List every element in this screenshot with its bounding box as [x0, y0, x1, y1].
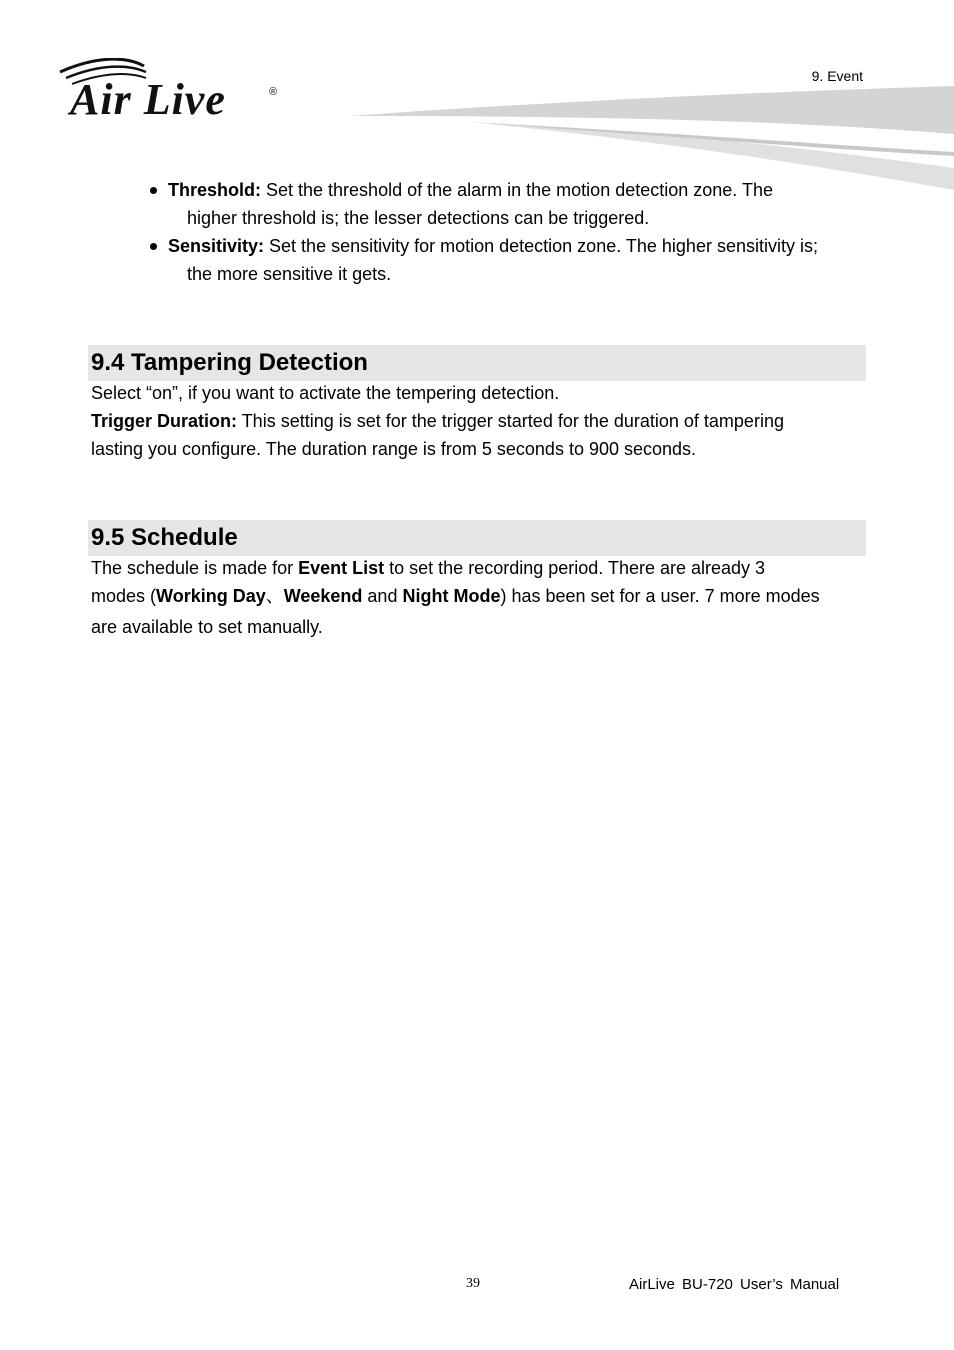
bullet-sensitivity: [148, 232, 870, 288]
bullet-list: [148, 176, 870, 288]
text: ) has been set for a user. 7 more modes: [500, 586, 820, 606]
text: modes (: [91, 586, 157, 606]
bullet-term: Threshold:: [168, 180, 261, 200]
bullet-text: Set the threshold of the alarm in the motion detection zone. The: [261, 180, 773, 200]
bullet-text-cont: the more sensitive it gets.: [187, 264, 392, 284]
separator: 、: [265, 586, 284, 606]
section-9-4-body: [91, 379, 871, 463]
trigger-text: This setting is set for the trigger started for the duration of tampering: [237, 411, 784, 431]
section-title: 9.5 Schedule: [91, 524, 238, 551]
section-9-5-body: [91, 554, 871, 641]
section-heading-9-5: [88, 520, 866, 556]
night-mode-term: Night Mode: [402, 586, 501, 606]
logo-wordmark: Air Live: [70, 75, 226, 124]
bullet-dot-icon: [150, 243, 157, 250]
chapter-label: 9. Event: [811, 68, 863, 84]
bullet-threshold: [148, 176, 870, 232]
bullet-text: Set the sensitivity for motion detection zone. The higher sensitivity is;: [264, 236, 818, 256]
bullet-term: Sensitivity:: [168, 236, 265, 256]
bullet-text-cont: higher threshold is; the lesser detections can be triggered.: [187, 208, 650, 228]
text: The schedule is made for: [91, 558, 299, 578]
trigger-term: Trigger Duration:: [91, 411, 238, 431]
text: and: [362, 586, 403, 606]
section-heading-9-4: [88, 345, 866, 381]
intro-line: Select “on”, if you want to activate the tempering detection.: [91, 383, 560, 403]
event-list-term: Event List: [298, 558, 385, 578]
schedule-line-1: [91, 554, 871, 582]
page-number: 39: [466, 1276, 480, 1291]
weekend-term: Weekend: [283, 586, 363, 606]
section-title: 9.4 Tampering Detection: [91, 349, 368, 376]
bullet-dot-icon: [150, 187, 157, 194]
text: to set the recording period. There are already 3: [384, 558, 766, 578]
schedule-line-3: are available to set manually.: [91, 617, 323, 637]
logo-registered-mark: ®: [269, 86, 278, 98]
footer-manual-title: AirLive BU-720 User’s Manual: [629, 1276, 840, 1293]
schedule-line-2: [91, 582, 871, 610]
trigger-text-cont: lasting you configure. The duration range is from 5 seconds to 900 seconds.: [91, 439, 697, 459]
trigger-duration-line: [91, 407, 871, 435]
working-day-term: Working Day: [156, 586, 266, 606]
